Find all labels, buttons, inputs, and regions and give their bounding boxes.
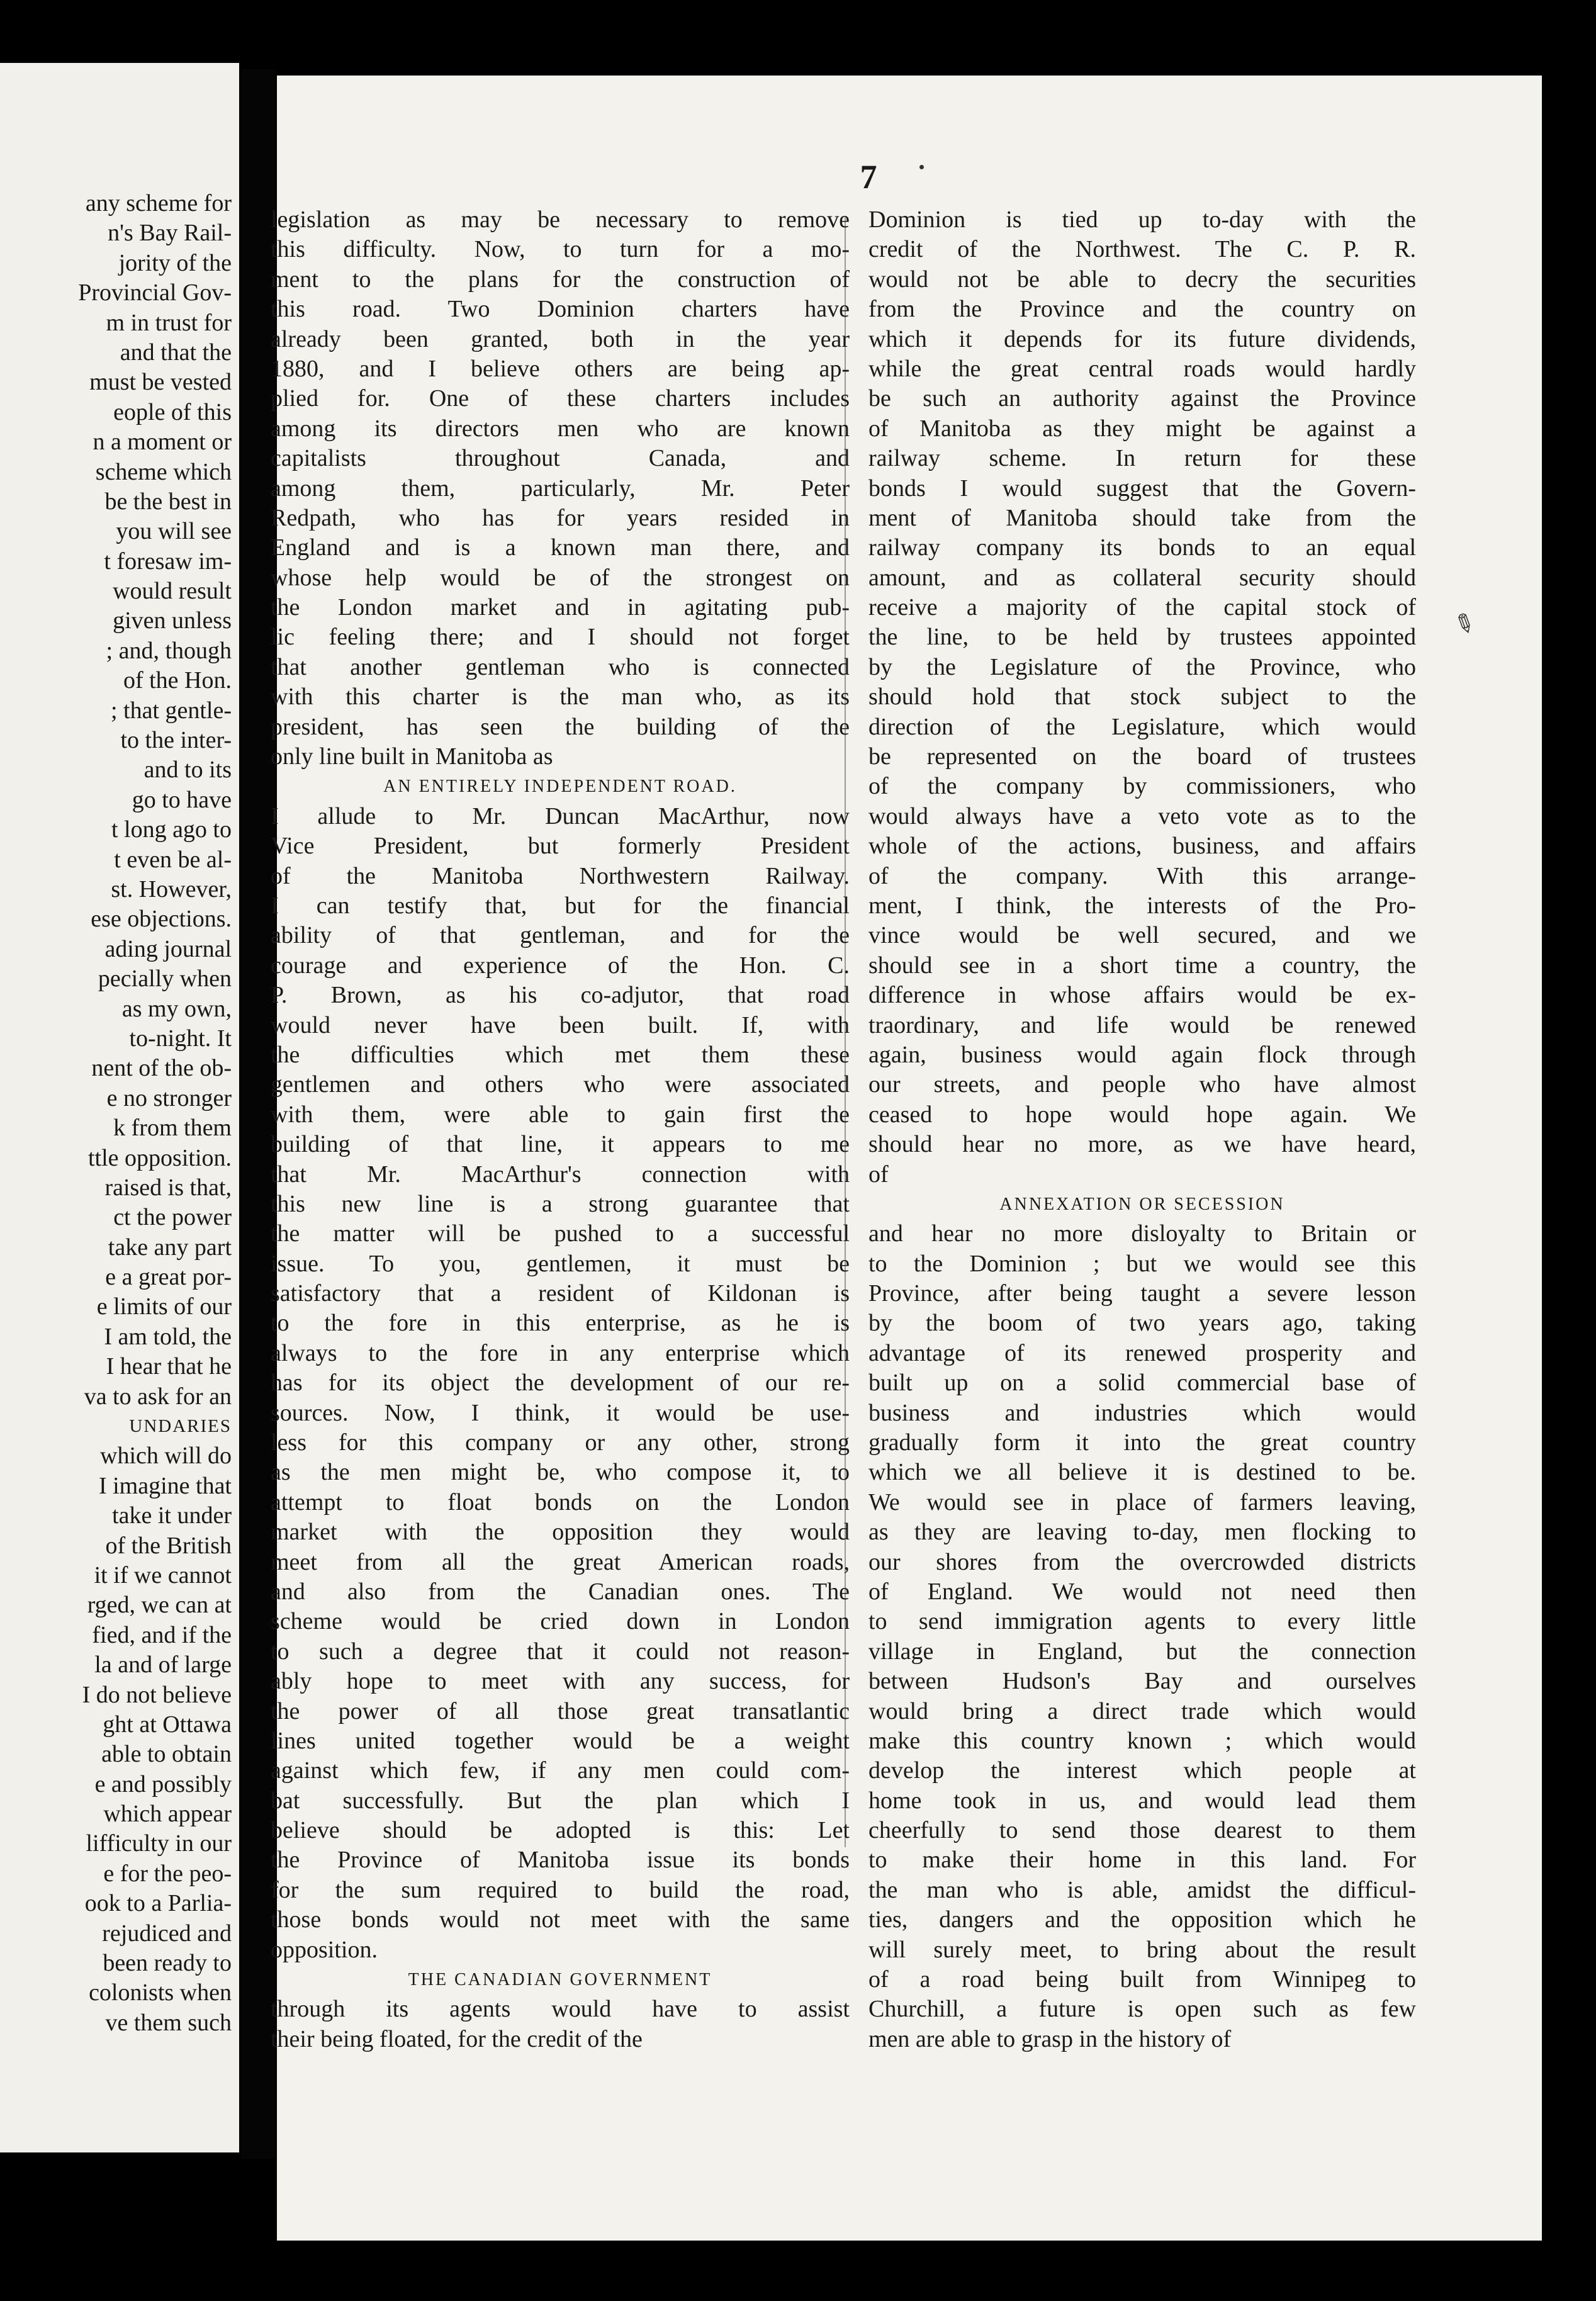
facing-page-line: k from them: [113, 1115, 232, 1142]
column-1-line: president, has seen the building of the: [271, 713, 850, 740]
column-2-line: traordinary, and life would be renewed: [868, 1011, 1416, 1038]
column-2-line: from the Province and the country on: [868, 296, 1416, 323]
column-2-line: Province, after being taught a severe lesson: [868, 1280, 1416, 1307]
column-2-line: of a road being built from Winnipeg to: [868, 1966, 1416, 1993]
column-1-line: with them, were able to gain first the: [271, 1101, 850, 1128]
column-2-line: home took in us, and would lead them: [868, 1787, 1416, 1814]
column-2-line: to the Dominion ; but we would see this: [868, 1250, 1416, 1277]
facing-page-line: I am told, the: [104, 1323, 232, 1350]
column-2-line: built up on a solid commercial base of: [868, 1370, 1416, 1397]
column-2-line: Churchill, a future is open such as few: [868, 1996, 1416, 2023]
column-1-line: I allude to Mr. Duncan MacArthur, now: [271, 802, 850, 830]
column-1-line: scheme would be cried down in London: [271, 1608, 850, 1635]
column-1-line: meet from all the great American roads,: [271, 1548, 850, 1575]
column-1-line: against which few, if any men could com-: [271, 1757, 850, 1784]
column-1-line: that Mr. MacArthur's connection with: [271, 1161, 850, 1188]
facing-page-line: I do not believe: [82, 1681, 232, 1708]
column-1-line: to such a degree that it could not reason-: [271, 1638, 850, 1665]
facing-page-line: ct the power: [113, 1204, 232, 1231]
column-1-line: with this charter is the man who, as its: [271, 684, 850, 711]
facing-page-line: take it under: [112, 1502, 232, 1529]
facing-page-line: st. However,: [111, 875, 232, 903]
column-2-line: men are able to grasp in the history of: [868, 2025, 1232, 2052]
facing-page-line: fied, and if the: [92, 1621, 232, 1648]
column-1-line: already been granted, both in the year: [271, 325, 850, 352]
facing-page-line: eople of this: [113, 398, 232, 425]
column-1-line: only line built in Manitoba as: [271, 743, 553, 770]
column-2-line: be represented on the board of trustees: [868, 743, 1416, 770]
column-2-line: and hear no more disloyalty to Britain or: [868, 1220, 1416, 1247]
column-2-line: develop the interest which people at: [868, 1757, 1416, 1784]
column-2-line: difference in whose affairs would be ex-: [868, 982, 1416, 1009]
column-1-line: among them, particularly, Mr. Peter: [271, 475, 850, 502]
column-2-line: our streets, and people who have almost: [868, 1071, 1416, 1098]
column-2-line: our shores from the overcrowded districts: [868, 1548, 1416, 1575]
facing-page-line: given unless: [113, 607, 232, 634]
column-2-line: be such an authority against the Province: [868, 385, 1416, 412]
column-2-line: ment, I think, the interests of the Pro-: [868, 892, 1416, 919]
column-1-line: issue. To you, gentlemen, it must be: [271, 1250, 850, 1277]
facing-page-line: be the best in: [104, 488, 232, 515]
column-2-line: the man who is able, amidst the difficul-: [868, 1876, 1416, 1903]
column-2-line: business and industries which would: [868, 1399, 1416, 1426]
facing-page-line: t foresaw im-: [104, 548, 232, 575]
facing-page-line: would result: [113, 578, 232, 605]
facing-page-text: [0, 189, 232, 2038]
facing-page-line: t even be al-: [114, 846, 232, 873]
facing-page-line: which will do: [100, 1443, 232, 1470]
column-1-heading: AN ENTIRELY INDEPENDENT ROAD.: [383, 777, 737, 797]
column-2-line: should hear no more, as we have heard,: [868, 1131, 1416, 1158]
facing-page-line: and that the: [120, 339, 232, 366]
facing-page-line: take any part: [108, 1234, 232, 1261]
column-1-line: the Province of Manitoba issue its bonds: [271, 1847, 850, 1874]
column-1-line: opposition.: [271, 1936, 378, 1963]
facing-page: [0, 63, 239, 2152]
column-1-line: lines united together would be a weight: [271, 1727, 850, 1754]
column-1-heading: THE CANADIAN GOVERNMENT: [408, 1970, 712, 1990]
column-1-line: ment to the plans for the construction of: [271, 266, 850, 293]
facing-page-line: ook to a Parlia-: [84, 1890, 232, 1917]
column-1-line: through its agents would have to assist: [271, 1996, 850, 2023]
column-1-line: among its directors men who are known: [271, 415, 850, 442]
column-2-line: as they are leaving to-day, men flocking to: [868, 1519, 1416, 1546]
column-2-line: by the Legislature of the Province, who: [868, 653, 1416, 680]
facing-page-line: UNDARIES: [129, 1416, 232, 1437]
column-2-line: should see in a short time a country, the: [868, 952, 1416, 979]
facing-page-line: va to ask for an: [84, 1383, 232, 1410]
column-1-line: satisfactory that a resident of Kildonan is: [271, 1280, 850, 1307]
column-1-line: attempt to float bonds on the London: [271, 1488, 850, 1516]
column-2-line: credit of the Northwest. The C. P. R.: [868, 236, 1416, 263]
column-1-line: as the men might be, who compose it, to: [271, 1459, 850, 1486]
column-2-line: would always have a veto vote as to the: [868, 802, 1416, 830]
column-1-line: and also from the Canadian ones. The: [271, 1578, 850, 1605]
column-2-line: again, business would again flock through: [868, 1041, 1416, 1068]
column-2-line: by the boom of two years ago, taking: [868, 1310, 1416, 1337]
facing-page-line: ttle opposition.: [88, 1144, 232, 1171]
column-1-line: that another gentleman who is connected: [271, 653, 850, 680]
facing-page-line: ght at Ottawa: [103, 1711, 232, 1738]
facing-page-line: it if we cannot: [94, 1561, 232, 1589]
facing-page-line: lifficulty in our: [86, 1830, 232, 1857]
column-2-line: while the great central roads would hardly: [868, 355, 1416, 382]
facing-page-line: nent of the ob-: [91, 1055, 232, 1082]
column-1-line: Vice President, but formerly President: [271, 833, 850, 860]
facing-page-line: of the Hon.: [123, 667, 232, 694]
column-1-line: market with the opposition they would: [271, 1519, 850, 1546]
column-2-line: vince would be well secured, and we: [868, 922, 1416, 949]
column-2-line: between Hudson's Bay and ourselves: [868, 1668, 1416, 1695]
column-2-line: of Manitoba as they might be against a: [868, 415, 1416, 442]
column-1-line: this road. Two Dominion charters have: [271, 296, 850, 323]
column-1-line: the London market and in agitating pub-: [271, 594, 850, 621]
column-2-line: would bring a direct trade which would: [868, 1697, 1416, 1724]
column-2-line: ceased to hope would hope again. We: [868, 1101, 1416, 1128]
column-1-line: sources. Now, I think, it would be use-: [271, 1399, 850, 1426]
column-2-line: direction of the Legislature, which would: [868, 713, 1416, 740]
column-2-line: which it depends for its future dividends,: [868, 325, 1416, 352]
facing-page-line: e no stronger: [106, 1084, 232, 1111]
column-1-line: Redpath, who has for years resided in: [271, 504, 850, 531]
page-number: 7: [860, 158, 877, 196]
facing-page-line: scheme which: [95, 458, 232, 485]
column-1-line: bat successfully. But the plan which I: [271, 1787, 850, 1814]
column-2-line: gradually form it into the great country: [868, 1429, 1416, 1456]
facing-page-line: been ready to: [103, 1950, 232, 1977]
column-1-line: P. Brown, as his co-adjutor, that road: [271, 982, 850, 1009]
facing-page-line: ; and, though: [106, 637, 232, 664]
column-1-line: to the fore in this enterprise, as he is: [271, 1310, 850, 1337]
column-2-line: railway scheme. In return for these: [868, 445, 1416, 472]
column-1-line: whose help would be of the strongest on: [271, 564, 850, 591]
facing-page-line: Provincial Gov-: [78, 279, 232, 307]
column-1-line: less for this company or any other, strong: [271, 1429, 850, 1456]
facing-page-line: and to its: [143, 757, 232, 784]
column-1-line: those bonds would not meet with the same: [271, 1906, 850, 1933]
facing-page-line: able to obtain: [101, 1741, 232, 1768]
facing-page-line: e limits of our: [96, 1293, 232, 1320]
column-2-line: should hold that stock subject to the: [868, 684, 1416, 711]
column-2-line: make this country known ; which would: [868, 1727, 1416, 1754]
facing-page-line: you will see: [116, 518, 232, 545]
column-2-line: ment of Manitoba should take from the: [868, 504, 1416, 531]
column-1-line: legislation as may be necessary to remove: [271, 206, 850, 233]
column-2-line: to make their home in this land. For: [868, 1847, 1416, 1874]
column-1-line: has for its object the development of our re-: [271, 1370, 850, 1397]
facing-page-line: la and of large: [94, 1651, 232, 1679]
facing-page-line: to-night. It: [129, 1025, 232, 1052]
column-2-line: amount, and as collateral security should: [868, 564, 1416, 591]
column-2-heading: ANNEXATION OR SECESSION: [999, 1194, 1285, 1214]
facing-page-line: m in trust for: [106, 309, 232, 336]
column-1-line: for the sum required to build the road,: [271, 1876, 850, 1903]
facing-page-line: ; that gentle-: [110, 697, 232, 724]
facing-page-line: e a great por-: [105, 1264, 232, 1291]
column-1-line: the matter will be pushed to a successful: [271, 1220, 850, 1247]
column-1-line: capitalists throughout Canada, and: [271, 445, 850, 472]
column-2-line: receive a majority of the capital stock of: [868, 594, 1416, 621]
text-column-1: [271, 205, 850, 2054]
column-1-line: courage and experience of the Hon. C.: [271, 952, 850, 979]
column-2-line: Dominion is tied up to-day with the: [868, 206, 1416, 233]
column-2-line: railway company its bonds to an equal: [868, 534, 1416, 561]
facing-page-line: must be vested: [89, 369, 232, 396]
column-1-line: England and is a known man there, and: [271, 534, 850, 561]
column-1-line: I can testify that, but for the financial: [271, 892, 850, 919]
column-2-line: whole of the actions, business, and affairs: [868, 833, 1416, 860]
column-1-line: this difficulty. Now, to turn for a mo-: [271, 236, 850, 263]
facing-page-line: ading journal: [104, 935, 232, 962]
column-2-line: We would see in place of farmers leaving,: [868, 1488, 1416, 1516]
facing-page-line: n's Bay Rail-: [108, 220, 232, 247]
facing-page-line: I imagine that: [98, 1472, 232, 1499]
column-1-line: building of that line, it appears to me: [271, 1131, 850, 1158]
column-2-line: of the company by commissioners, who: [868, 773, 1416, 800]
column-1-line: would never have been built. If, with: [271, 1011, 850, 1038]
column-2-line: cheerfully to send those dearest to them: [868, 1817, 1416, 1844]
facing-page-line: raised is that,: [104, 1174, 232, 1201]
column-2-line: advantage of its renewed prosperity and: [868, 1339, 1416, 1366]
text-column-2: [868, 205, 1416, 2054]
ink-mark: ✎: [1449, 607, 1480, 641]
column-2-line: of: [868, 1161, 889, 1188]
facing-page-line: I hear that he: [106, 1353, 232, 1380]
column-2-line: would not be able to decry the securities: [868, 266, 1416, 293]
column-2-line: which we all believe it is destined to be.: [868, 1459, 1416, 1486]
facing-page-line: e and possibly: [94, 1770, 232, 1797]
column-1-line: the power of all those great transatlantic: [271, 1697, 850, 1724]
facing-page-line: go to have: [132, 786, 232, 813]
column-2-line: the line, to be held by trustees appointed: [868, 624, 1416, 651]
column-1-line: of the Manitoba Northwestern Railway.: [271, 862, 850, 889]
facing-page-line: rged, we can at: [87, 1592, 232, 1619]
column-2-line: village in England, but the connection: [868, 1638, 1416, 1665]
facing-page-line: e for the peo-: [103, 1860, 232, 1887]
facing-page-line: which appear: [103, 1801, 232, 1828]
facing-page-line: any scheme for: [85, 190, 232, 217]
facing-page-line: to the inter-: [120, 727, 232, 754]
column-2-line: will surely meet, to bring about the result: [868, 1936, 1416, 1963]
ink-dot: [919, 165, 924, 169]
facing-page-line: of the British: [105, 1532, 232, 1559]
column-1-line: always to the fore in any enterprise which: [271, 1339, 850, 1366]
column-1-line: 1880, and I believe others are being ap-: [271, 355, 850, 382]
facing-page-line: t long ago to: [111, 816, 232, 843]
facing-page-line: colonists when: [89, 1979, 232, 2006]
column-2-line: of the company. With this arrange-: [868, 862, 1416, 889]
facing-page-line: jority of the: [118, 249, 232, 276]
column-2-line: bonds I would suggest that the Govern-: [868, 475, 1416, 502]
facing-page-line: pecially when: [98, 965, 232, 993]
column-1-line: this new line is a strong guarantee that: [271, 1190, 850, 1217]
column-1-line: ably hope to meet with any success, for: [271, 1668, 850, 1695]
column-1-line: the difficulties which met them these: [271, 1041, 850, 1068]
column-1-line: lic feeling there; and I should not forget: [271, 624, 850, 651]
column-2-line: to send immigration agents to every little: [868, 1608, 1416, 1635]
column-1-line: plied for. One of these charters includes: [271, 385, 850, 412]
column-1-line: believe should be adopted is this: Let: [271, 1817, 850, 1844]
column-2-line: of England. We would not need then: [868, 1578, 1416, 1605]
facing-page-line: ve them such: [105, 2009, 232, 2036]
facing-page-line: n a moment or: [93, 429, 232, 456]
column-1-line: their being floated, for the credit of the: [271, 2025, 643, 2052]
column-2-line: ties, dangers and the opposition which he: [868, 1906, 1416, 1933]
column-1-line: ability of that gentleman, and for the: [271, 922, 850, 949]
facing-page-line: ese objections.: [91, 906, 232, 933]
facing-page-line: rejudiced and: [102, 1920, 232, 1947]
column-1-line: gentlemen and others who were associated: [271, 1071, 850, 1098]
facing-page-line: as my own,: [121, 995, 232, 1022]
